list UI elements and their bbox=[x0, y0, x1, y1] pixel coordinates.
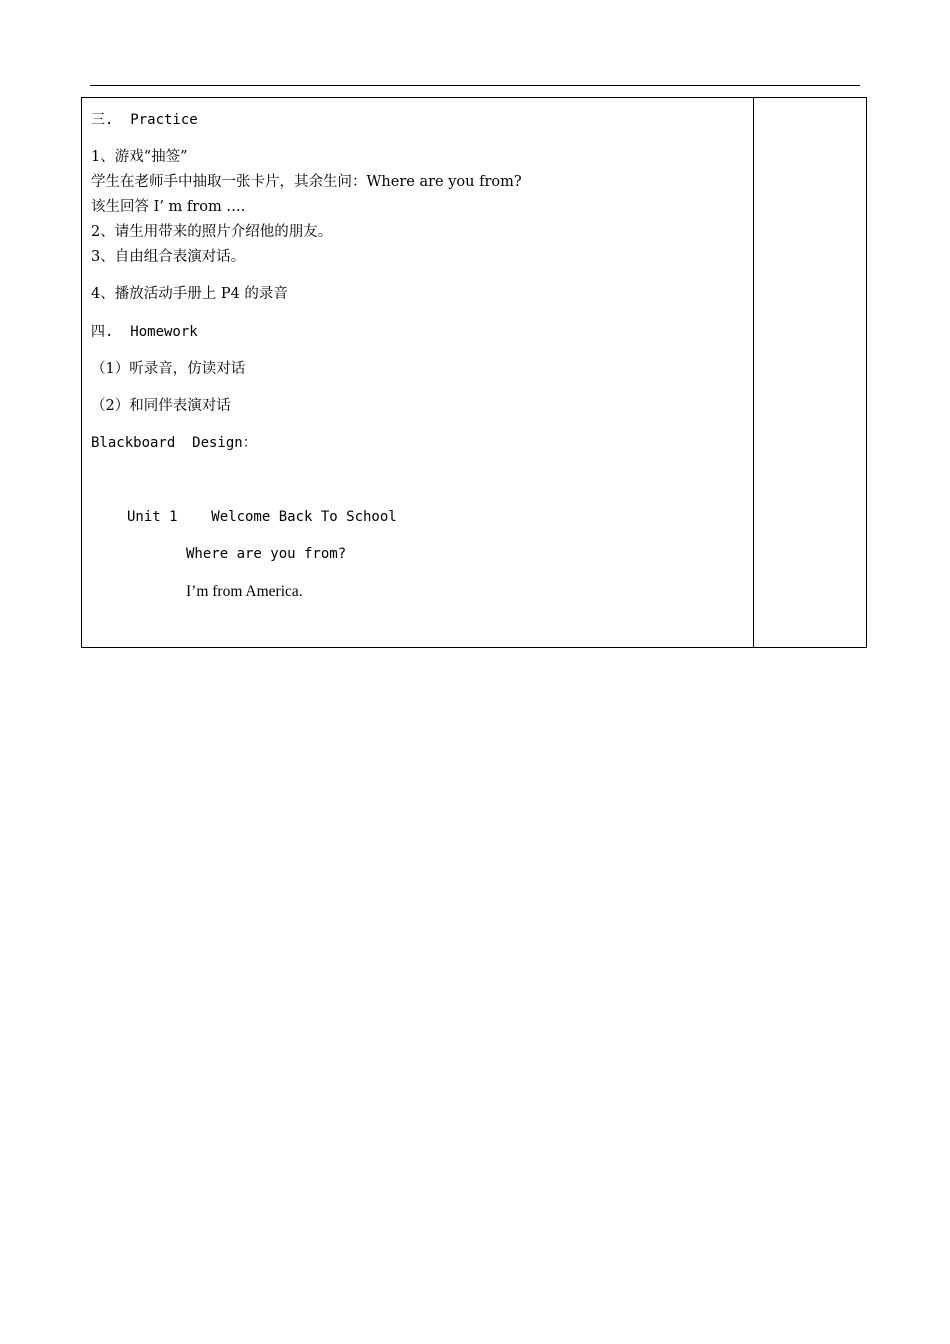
homework-item-2: （2）和同伴表演对话 bbox=[91, 398, 231, 414]
practice-item-1: 1、游戏“抽签” bbox=[91, 149, 188, 165]
blackboard-unit-title: Unit 1 Welcome Back To School bbox=[127, 509, 397, 525]
practice-item-1-answer: 该生回答 I’ m from …. bbox=[91, 199, 246, 215]
section-four-heading: 四. Homework bbox=[91, 324, 198, 340]
notes-cell bbox=[754, 98, 866, 647]
lesson-table bbox=[81, 97, 867, 648]
header-rule bbox=[90, 85, 860, 86]
practice-item-4: 4、播放活动手册上 P4 的录音 bbox=[91, 286, 288, 302]
blackboard-design-label: Blackboard Design： bbox=[91, 435, 257, 451]
blackboard-question: Where are you from? bbox=[186, 546, 347, 562]
practice-item-3: 3、自由组合表演对话。 bbox=[91, 249, 246, 265]
lesson-content-cell bbox=[82, 98, 754, 647]
homework-item-1: （1）听录音，仿读对话 bbox=[91, 361, 246, 377]
blackboard-answer: I’m from America. bbox=[186, 583, 303, 600]
practice-item-2: 2、请生用带来的照片介绍他的朋友。 bbox=[91, 224, 333, 240]
section-three-heading: 三. Practice bbox=[91, 112, 198, 128]
practice-item-1-detail: 学生在老师手中抽取一张卡片，其余生问：Where are you from? bbox=[91, 174, 522, 190]
